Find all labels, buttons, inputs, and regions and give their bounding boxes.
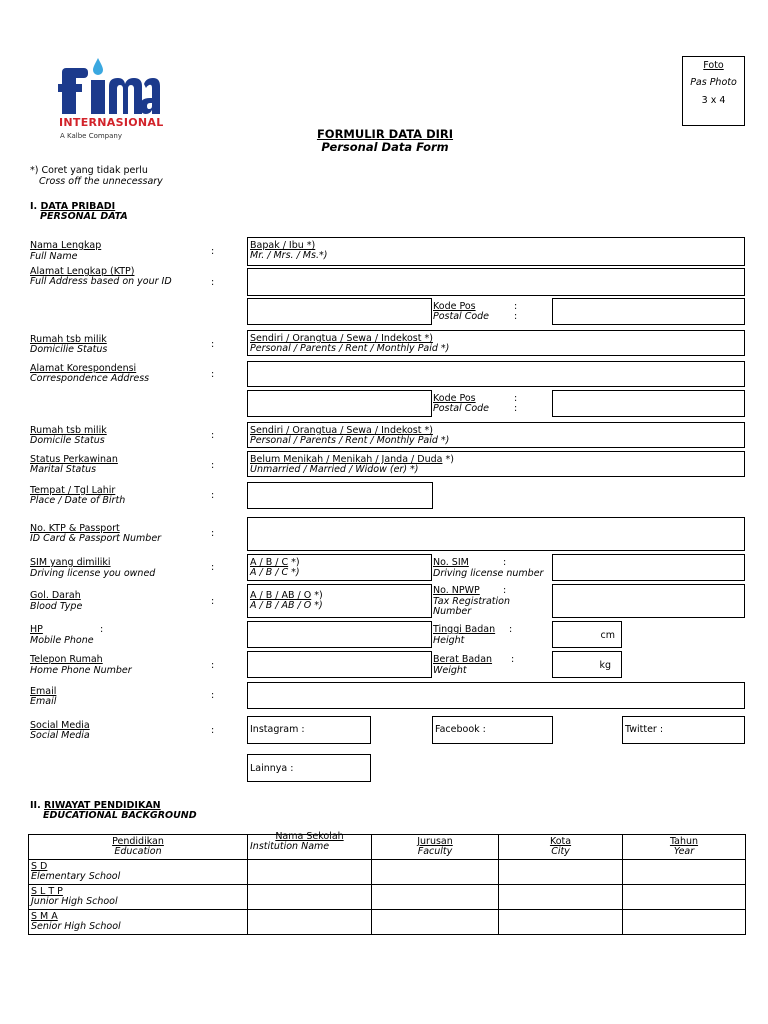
instagram-field[interactable] (247, 716, 371, 744)
form-title: FORMULIR DATA DIRI (316, 127, 454, 141)
photo-box[interactable] (682, 56, 745, 126)
sim-label: SIM yang dimiliki (30, 557, 111, 568)
corr-address-field[interactable] (247, 361, 745, 387)
city-cell[interactable] (499, 910, 623, 935)
row-education (29, 885, 248, 910)
marital-options-star: *) (442, 454, 454, 465)
postal-code-field[interactable] (552, 298, 745, 325)
table-row (29, 910, 746, 935)
postal-code-label: Kode Pos (433, 301, 476, 312)
blood-options-en: A / B / AB / O *) (250, 600, 323, 611)
year-cell[interactable] (623, 885, 746, 910)
weight-field[interactable] (552, 651, 622, 678)
home-phone-label-en: Home Phone Number (30, 665, 132, 676)
colon: : (100, 624, 104, 635)
npwp-label-en: Tax Registration (433, 596, 510, 607)
colon: : (509, 624, 513, 635)
height-label-en: Height (433, 635, 465, 646)
header-city (499, 835, 623, 860)
blood-options-star: *) (311, 590, 323, 601)
row-level: S L T P (31, 886, 63, 897)
colon: : (211, 725, 215, 736)
postal-code-label-2-en: Postal Code (433, 403, 490, 414)
hp-label: HP (30, 624, 43, 635)
colon: : (503, 557, 507, 568)
facebook-field[interactable] (432, 716, 553, 744)
address-label-en: Full Address based on your ID (30, 276, 172, 287)
institution-cell[interactable] (248, 885, 372, 910)
sim-no-field[interactable] (552, 554, 745, 581)
sim-field[interactable] (247, 554, 432, 581)
home-phone-label: Telepon Rumah (30, 654, 103, 665)
photo-size: 3 x 4 (701, 95, 726, 106)
colon: : (211, 490, 215, 501)
domicile-label-en: Domicilie Status (30, 344, 108, 355)
header-year-en: Year (673, 846, 695, 857)
note-line1: *) Coret yang tidak perlu (30, 165, 148, 176)
colon: : (211, 277, 215, 288)
colon: : (211, 246, 215, 257)
colon: : (514, 393, 518, 404)
height-label: Tinggi Badan (433, 624, 496, 635)
row-level: S M A (31, 911, 58, 922)
sim-options-text: A / B / C (250, 557, 289, 568)
corr-address-label-en: Correspondence Address (30, 373, 150, 384)
header-institution-en: Institution Name (250, 841, 330, 852)
address-field-2[interactable] (247, 298, 432, 325)
title-options: Bapak / Ibu *) (250, 240, 316, 251)
npwp-label-en-2: Number (433, 606, 472, 617)
table-header-row (29, 835, 746, 860)
npwp-field[interactable] (552, 584, 745, 618)
colon: : (514, 311, 518, 322)
section1-sub: PERSONAL DATA (40, 211, 128, 222)
sim-options-star: *) (288, 557, 300, 568)
email-field[interactable] (247, 682, 745, 709)
email-label-en: Email (30, 696, 57, 707)
weight-unit: kg (599, 660, 611, 671)
ktp-label-en: ID Card & Passport Number (30, 533, 162, 544)
domicile-label-2: Rumah tsb milik (30, 425, 107, 436)
header-city-id: Kota (549, 836, 572, 847)
height-unit: cm (600, 630, 615, 641)
faculty-cell[interactable] (372, 860, 499, 885)
faculty-cell[interactable] (372, 885, 499, 910)
domicile-label: Rumah tsb milik (30, 334, 107, 345)
note-line2: Cross off the unnecessary (39, 176, 163, 187)
section1-title: DATA PRIBADI (40, 201, 116, 212)
city-cell[interactable] (499, 885, 623, 910)
other-social-field[interactable] (247, 754, 371, 782)
birth-label-en: Place / Date of Birth (30, 495, 126, 506)
header-year-id: Tahun (669, 836, 699, 847)
institution-cell[interactable] (248, 860, 372, 885)
institution-cell[interactable] (248, 910, 372, 935)
social-label: Social Media (30, 720, 90, 731)
weight-label-en: Weight (433, 665, 467, 676)
header-faculty-en: Faculty (417, 846, 453, 857)
row-education (29, 860, 248, 885)
domicile-options-2-en: Personal / Parents / Rent / Monthly Paid *) (250, 435, 450, 446)
marital-field[interactable] (247, 451, 745, 477)
logo-tagline: A Kalbe Company (60, 132, 122, 140)
blood-field[interactable] (247, 584, 432, 618)
sim-options-en: A / B / C *) (250, 567, 300, 578)
colon: : (211, 430, 215, 441)
full-name-label-en: Full Name (30, 251, 78, 262)
section2-title: RIWAYAT PENDIDIKAN (44, 800, 161, 811)
height-field[interactable] (552, 621, 622, 648)
domicile-options: Sendiri / Orangtua / Sewa / Indekost *) (250, 333, 433, 344)
header-education (29, 835, 248, 860)
sim-label-en: Driving license you owned (30, 568, 156, 579)
domicile-label-2-en: Domicile Status (30, 435, 105, 446)
ktp-field[interactable] (247, 517, 745, 551)
colon: : (211, 369, 215, 380)
year-cell[interactable] (623, 910, 746, 935)
home-phone-field[interactable] (247, 651, 432, 678)
colon: : (511, 654, 515, 665)
corr-address-field-2[interactable] (247, 390, 432, 417)
blood-label-en: Blood Type (30, 601, 83, 612)
header-faculty (372, 835, 499, 860)
domicile-field[interactable] (247, 330, 745, 356)
npwp-label: No. NPWP (433, 585, 480, 596)
sim-no-label: No. SIM (433, 557, 469, 568)
colon: : (211, 460, 215, 471)
postal-code-label-2: Kode Pos (433, 393, 476, 404)
colon: : (211, 596, 215, 607)
education-table (28, 831, 746, 935)
colon: : (211, 690, 215, 701)
domicile-options-en: Personal / Parents / Rent / Monthly Paid *) (250, 343, 450, 354)
colon: : (211, 339, 215, 350)
birth-label: Tempat / Tgl Lahir (30, 485, 116, 496)
domicile-options-2: Sendiri / Orangtua / Sewa / Indekost *) (250, 425, 433, 436)
other-social-label: Lainnya : (250, 763, 294, 774)
header-institution-id: Nama Sekolah (275, 831, 344, 842)
marital-label: Status Perkawinan (30, 454, 118, 465)
email-label: Email (30, 686, 57, 697)
full-name-label: Nama Lengkap (30, 240, 102, 251)
domicile-field-2[interactable] (247, 422, 745, 448)
table-row (29, 860, 746, 885)
section1-num: I. (30, 201, 38, 212)
section2-sub: EDUCATIONAL BACKGROUND (43, 810, 197, 821)
table-row (29, 885, 746, 910)
row-education (29, 910, 248, 935)
colon: : (211, 660, 215, 671)
row-level-en: Senior High School (31, 921, 121, 932)
form-subtitle: Personal Data Form (321, 140, 449, 154)
twitter-field[interactable] (622, 716, 745, 744)
address-label: Alamat Lengkap (KTP) (30, 266, 135, 277)
city-cell[interactable] (499, 860, 623, 885)
colon: : (211, 562, 215, 573)
marital-options-en: Unmarried / Married / Widow (er) *) (250, 464, 419, 475)
row-level-en: Junior High School (31, 896, 118, 907)
sim-no-label-en: Driving license number (433, 568, 544, 579)
section2-num: II. (30, 800, 41, 811)
weight-label: Berat Badan (433, 654, 493, 665)
photo-label: Foto (703, 60, 724, 71)
corr-address-label: Alamat Korespondensi (30, 363, 137, 374)
blood-label: Gol. Darah (30, 590, 81, 601)
header-education-id: Pendidikan (112, 836, 164, 847)
full-name-field[interactable] (247, 237, 745, 266)
hp-label-en: Mobile Phone (30, 635, 94, 646)
faculty-cell[interactable] (372, 910, 499, 935)
header-year (623, 835, 746, 860)
twitter-label: Twitter : (625, 724, 664, 735)
colon: : (503, 585, 507, 596)
postal-code-label-en: Postal Code (433, 311, 490, 322)
row-level: S D (31, 861, 48, 872)
company-logo (56, 56, 166, 146)
colon: : (514, 301, 518, 312)
photo-label-en: Pas Photo (690, 77, 737, 88)
row-level-en: Elementary School (31, 871, 121, 882)
header-institution (248, 831, 372, 860)
address-field[interactable] (247, 268, 745, 296)
logo-name: INTERNASIONAL (59, 116, 164, 129)
birth-field[interactable] (247, 482, 433, 509)
marital-label-en: Marital Status (30, 464, 97, 475)
postal-code-field-2[interactable] (552, 390, 745, 417)
ktp-label: No. KTP & Passport (30, 523, 120, 534)
hp-field[interactable] (247, 621, 432, 648)
blood-options-text: A / B / AB / O (250, 590, 312, 601)
fima-logo-icon (58, 56, 162, 118)
header-city-en: City (551, 846, 570, 857)
header-education-en: Education (114, 846, 162, 857)
title-options-en: Mr. / Mrs. / Ms.*) (250, 250, 328, 261)
header-faculty-id: Jurusan (417, 836, 453, 847)
facebook-label: Facebook : (435, 724, 486, 735)
colon: : (514, 403, 518, 414)
year-cell[interactable] (623, 860, 746, 885)
instagram-label: Instagram : (250, 724, 305, 735)
social-label-en: Social Media (30, 730, 90, 741)
marital-options-text: Belum Menikah / Menikah / Janda / Duda (250, 454, 443, 465)
colon: : (211, 528, 215, 539)
